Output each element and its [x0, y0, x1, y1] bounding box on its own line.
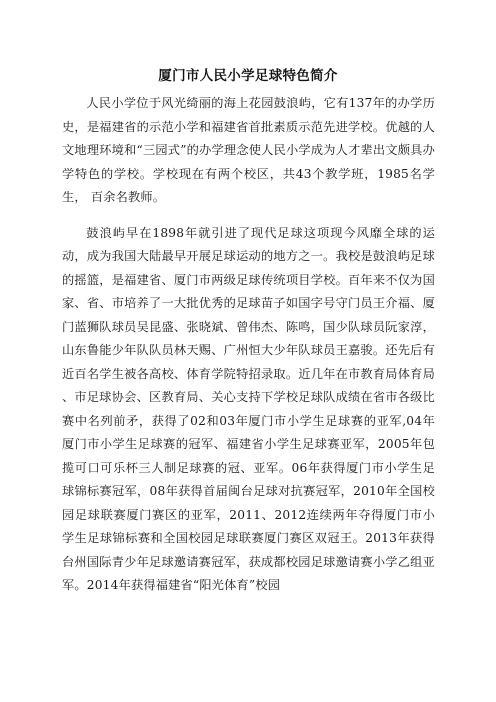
paragraph-football-history: 鼓浪屿早在1898年就引进了现代足球这项现今风靡全球的运动，成为我国大陆最早开展足球运动的地方之一。我校是鼓浪屿足球的摇篮，是福建省、厦门市两级足球传统项目学校。百年来不仅为国家、省、市培养了一大批优秀的足球苗子如国字号守门员王介福、厦门蓝狮队球员吴昆盛、张晓斌、曾伟杰、陈鸣，国少队球员阮家淳，山东鲁能少年队队员林天赐、广州恒大少年队球员王嘉骏。还先后有近百名学生被各高校、体育学院特招录取。近几年在市教育局体育局 、市足球协会、区教育局、关心支持下学校足球队成绩在省市各级比赛中名列前矛，获得了02和03年厦门市小学生足球赛的亚军,04年厦门市小学生足球赛的冠军、福建省小学生足球赛亚军，2005年包揽可口可乐杯三人制足球赛的冠、亚军。06年获得厦门市小学生足球锦标赛冠军，08年获得首届闽台足球对抗赛冠军，2010年全国校园足球联赛厦门赛区的亚军，2011、2012连续两年夺得厦门市小学生足球锦标赛和全国校园足球联赛厦门赛区双冠王。2013年获得台州国际青少年足球邀请赛冠军，获成都校园足球邀请赛小学乙组亚军。2014年获得福建省“阳光体育”校园	[62, 225, 435, 592]
document-title: 厦门市人民小学足球特色简介	[158, 68, 338, 84]
paragraph-school-intro: 人民小学位于风光绮丽的海上花园鼓浪屿，它有137年的办学历史，是福建省的示范小学和福建省首批素质示范先进学校。优越的人文地理环境和“三园式”的办学理念使人民小学成为人才辈出文颇具办学特色的学校。学校现在有两个校区，共43个教学班，1985名学生， 百余名教师。	[62, 96, 435, 204]
document-body	[62, 92, 435, 598]
